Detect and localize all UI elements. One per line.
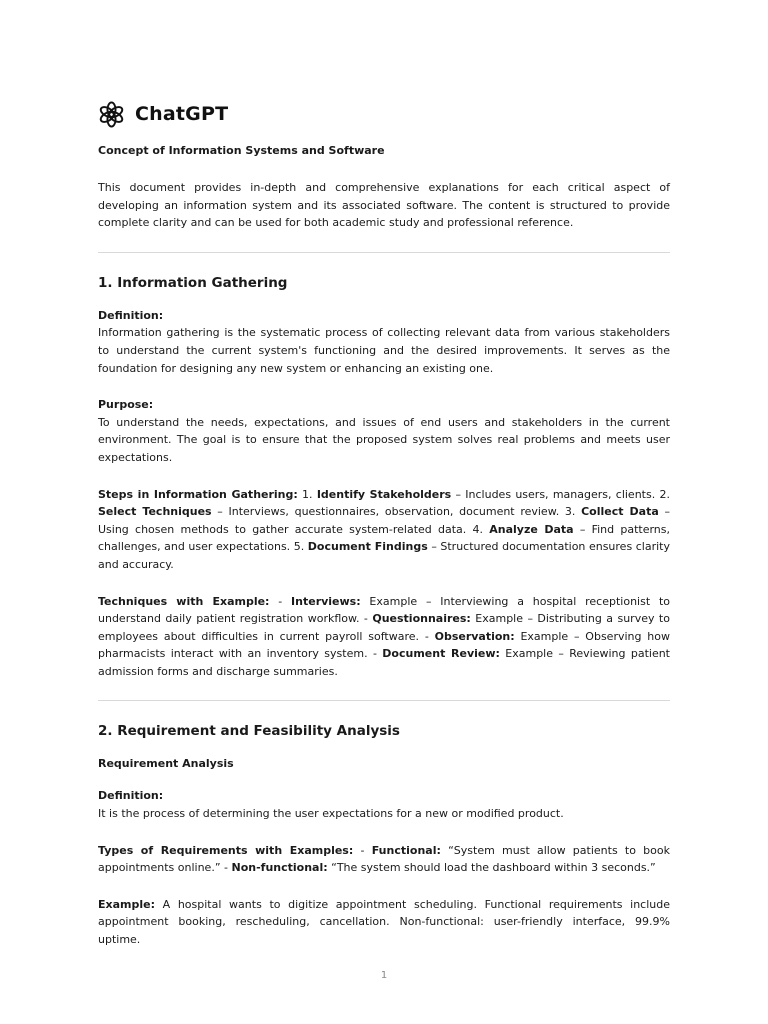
types-label: Types of Requirements with Examples: <box>98 843 354 857</box>
purpose-text: To understand the needs, expectations, and issues of end users and stakeholders in the current environment. The goal is to ensure that the proposed system solves real problems and meets user expectations. <box>98 415 670 464</box>
section-divider <box>98 252 670 253</box>
definition-block <box>98 787 670 822</box>
requirement-type-item: - Functional: “System must allow patients to book appointments online.” <box>98 843 670 875</box>
document-title: Concept of Information Systems and Software <box>98 144 385 157</box>
document-page <box>98 98 670 949</box>
definition-label: Definition: <box>98 789 164 803</box>
purpose-block <box>98 396 670 466</box>
example-text: A hospital wants to digitize appointment scheduling. Functional requirements include appointment booking, rescheduling, cancellation. Non-functional: user-friendly interface, 99.9% uptime. <box>98 897 670 947</box>
openai-logo-icon <box>98 101 125 128</box>
step-item: 2. Select Techniques – Interviews, questionnaires, observation, document review. <box>98 487 670 519</box>
definition-label: Definition: <box>98 308 164 322</box>
step-item: 5. Document Findings – Structured documentation ensures clarity and accuracy. <box>98 540 670 571</box>
technique-item: - Document Review: Example – Reviewing patient admission forms and discharge summaries. <box>98 647 670 678</box>
technique-item: - Observation: Example – Observing how pharmacists interact with an inventory system. <box>98 629 670 661</box>
example-paragraph <box>98 896 670 949</box>
page-number: 1 <box>380 970 388 981</box>
requirement-types-paragraph <box>98 842 670 877</box>
technique-item: - Questionnaires: Example – Distributing a survey to employees about difficulties in current payroll software. <box>98 612 670 643</box>
intro-paragraph: This document provides in-depth and comprehensive explanations for each critical aspect of developing an information system and its associated software. The content is structured to provide complete clarity and can be used for both academic study and professional reference. <box>98 181 670 230</box>
brand-header <box>98 98 670 130</box>
step-item: 4. Analyze Data – Find patterns, challenges, and user expectations. <box>98 522 670 554</box>
definition-text: It is the process of determining the user expectations for a new or modified product. <box>98 807 564 821</box>
technique-item: - Interviews: Example – Interviewing a hospital receptionist to understand daily patient registration workflow. <box>98 594 670 626</box>
requirement-type-item: - Non-functional: “The system should load the dashboard within 3 seconds.” <box>220 861 656 875</box>
brand-name: ChatGPT <box>135 103 229 125</box>
section-1-heading: 1. Information Gathering <box>98 274 288 291</box>
step-item: 3. Collect Data – Using chosen methods to gather accurate system-related data. <box>98 505 670 536</box>
example-label: Example: <box>98 897 155 911</box>
purpose-label: Purpose: <box>98 398 154 412</box>
techniques-label: Techniques with Example: <box>98 594 270 608</box>
definition-block <box>98 307 670 377</box>
section-2-heading: 2. Requirement and Feasibility Analysis <box>98 723 400 740</box>
requirement-analysis-heading: Requirement Analysis <box>98 757 234 771</box>
definition-text: Information gathering is the systematic process of collecting relevant data from various stakeholders to understand the current system's functioning and the desired improvements. It serves as the foundation for designing any new system or enhancing an existing one. <box>98 326 670 375</box>
step-item: 1. Identify Stakeholders – Includes users, managers, clients. <box>297 487 656 501</box>
steps-label: Steps in Information Gathering: <box>98 487 298 501</box>
steps-paragraph <box>98 486 670 574</box>
section-divider <box>98 700 670 701</box>
techniques-paragraph <box>98 593 670 681</box>
